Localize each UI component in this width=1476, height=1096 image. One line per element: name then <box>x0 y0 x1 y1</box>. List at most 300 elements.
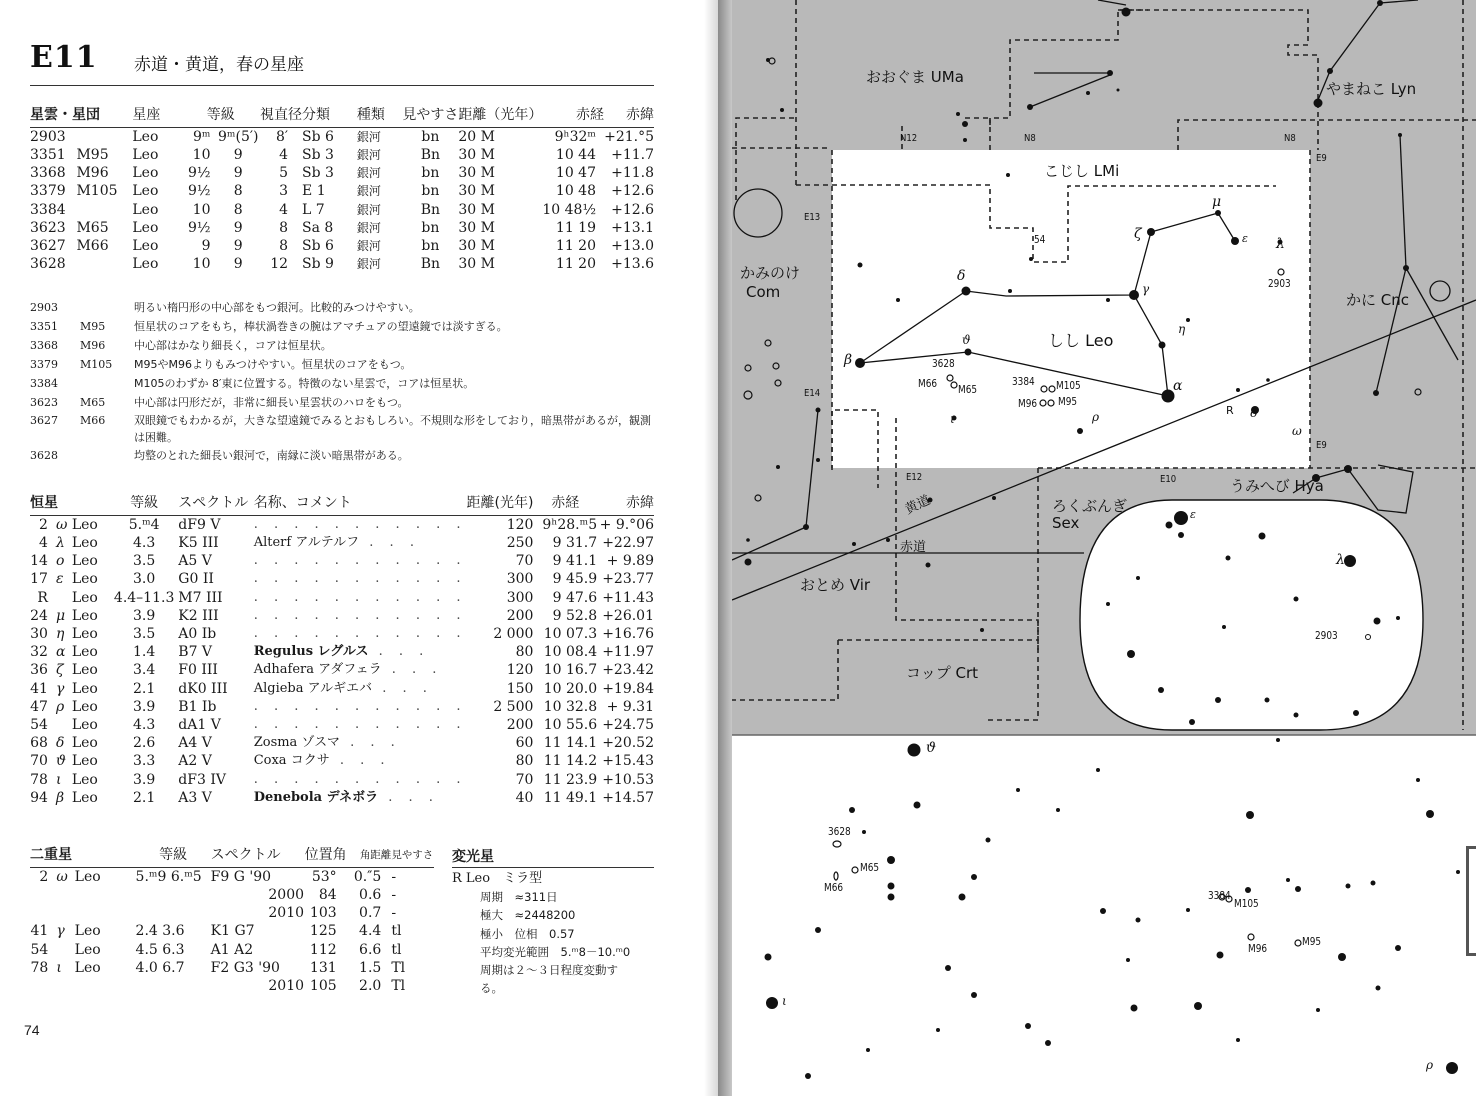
star-label-mu: μ <box>1212 194 1222 210</box>
column-header: スペクトル <box>211 846 304 868</box>
table-cell: 36 <box>30 662 48 679</box>
description-row <box>30 446 654 465</box>
table-cell: 3.5 <box>133 626 156 643</box>
table-row <box>30 219 654 237</box>
table-cell: 53° <box>311 869 337 885</box>
table-cell <box>254 643 467 661</box>
table-cell: 2 <box>39 869 49 885</box>
table-cell: 4.4 <box>359 923 382 940</box>
table-cell: 30 M <box>458 147 495 164</box>
table-cell: 12 <box>270 256 289 273</box>
column-header: 星雲・星団 <box>30 106 132 128</box>
table-cell: 4 <box>279 201 289 218</box>
table-cell: 10 <box>192 147 211 164</box>
table-cell: ω <box>55 517 68 533</box>
table-cell: 11 49.1 <box>543 789 598 806</box>
table-cell: +13.6 <box>611 256 654 273</box>
table-cell: Leo <box>132 129 159 145</box>
chart-ref-e10: E10 <box>1160 474 1177 485</box>
detail-label-3384: 3384 <box>1208 890 1231 902</box>
table-cell: 54 <box>30 941 49 958</box>
table-cell: Leo <box>132 219 159 236</box>
table-cell: +19.84 <box>602 680 654 697</box>
table-cell <box>52 589 72 607</box>
star-proper-name: Algieba アルギエバ <box>253 680 373 696</box>
table-row <box>30 977 434 995</box>
description-text: 明るい楕円形の中心部をもつ銀河。比較的みつけやすい。 <box>134 301 420 314</box>
table-cell: 9 <box>201 238 211 255</box>
detail-label-m95: M95 <box>1302 936 1322 948</box>
table-cell: B7 V <box>178 644 213 661</box>
table-cell: 10 44 <box>555 147 597 164</box>
table-cell <box>254 680 467 698</box>
chart-ref-n8: N8 <box>1024 133 1036 144</box>
table-cell: Leo <box>74 923 101 940</box>
detail-label-iota: ι <box>782 994 787 1008</box>
star-proper-name: Zosma ゾスマ <box>253 735 340 751</box>
table-cell: F0 III <box>178 662 218 679</box>
table-cell: 8 <box>279 219 289 236</box>
table-row <box>30 516 654 535</box>
table-cell: 60 <box>515 735 534 752</box>
table-cell: 3.9 <box>133 771 156 788</box>
description-text: M95やM96よりもみつけやすい。恒星状のコアをもつ。 <box>134 358 412 371</box>
table-cell: 3627 <box>30 238 66 255</box>
constellation-label-sex: Sex <box>1052 514 1080 532</box>
table-cell <box>76 128 132 147</box>
table-cell: 3.4 <box>133 662 156 679</box>
leader-dots: . . . . . . . . . . . <box>253 607 467 623</box>
table-cell <box>254 552 467 570</box>
table-row <box>30 959 434 977</box>
table-row <box>30 698 654 716</box>
table-cell: 9ᵐ(5′) <box>218 129 259 145</box>
table-cell <box>52 977 74 995</box>
table-cell: tl <box>391 923 402 940</box>
table-cell: 8 <box>233 183 243 200</box>
table-cell: 10 32.8 <box>543 698 598 715</box>
table-cell: Leo <box>132 183 159 200</box>
table-cell: 9 47.6 <box>552 589 598 606</box>
description-messier: M105 <box>80 358 113 371</box>
table-cell: 2010 <box>268 905 305 922</box>
description-ngc: 2903 <box>30 301 58 314</box>
table-cell: 24 <box>30 607 48 624</box>
table-cell: 78 <box>30 771 48 788</box>
table-cell: 125 <box>309 923 337 940</box>
description-row <box>30 317 654 336</box>
table-cell: +13.1 <box>611 219 654 236</box>
table-cell: 5.ᵐ9 6.ᵐ5 <box>135 869 202 885</box>
table-cell: 2.1 <box>133 680 156 697</box>
description-ngc: 3368 <box>30 339 58 352</box>
table-cell: 84 <box>318 887 337 904</box>
table-cell: 30 <box>30 626 48 643</box>
table-cell: 10 20.0 <box>543 680 598 697</box>
table-cell: 3628 <box>30 256 66 273</box>
table-cell: Sa 8 <box>302 219 334 236</box>
table-cell: 9 <box>233 219 243 236</box>
nebula-descriptions <box>30 298 654 465</box>
inset-label-2903: 2903 <box>1315 630 1338 642</box>
star-rows <box>30 516 654 807</box>
table-cell: 2.1 <box>133 789 156 806</box>
chart-ref-e9: E9 <box>1316 153 1327 164</box>
table-cell: 10 08.4 <box>543 644 598 661</box>
table-cell: 9 <box>233 256 243 273</box>
chart-ref-n8-right: N8 <box>1284 133 1296 144</box>
leader-dots: . . . <box>381 662 443 678</box>
table-cell: 9 31.7 <box>552 535 598 552</box>
constellation-label-cnc: かに Cnc <box>1346 291 1409 309</box>
object-label-3628: 3628 <box>932 358 955 370</box>
table-cell: 10 07.3 <box>543 626 598 643</box>
table-cell <box>254 607 467 625</box>
leader-dots: . . . . . . . . . . . <box>253 716 467 732</box>
table-cell: K1 G7 <box>210 923 255 940</box>
table-cell: 300 <box>506 571 534 588</box>
table-cell: 9ᵐ <box>192 129 211 145</box>
table-cell: γ <box>56 923 65 940</box>
star-label-alpha: α <box>1173 378 1183 394</box>
table-cell: 1.4 <box>133 644 156 661</box>
table-cell: 2010 <box>268 978 305 995</box>
oval-detail-inset <box>1080 500 1423 730</box>
table-row <box>30 164 654 182</box>
double-star-rows <box>30 868 434 996</box>
column-header: 赤緯 <box>604 106 654 128</box>
table-cell <box>254 752 467 770</box>
constellation-label-crt: コップ Crt <box>906 664 978 682</box>
table-row <box>30 255 654 273</box>
table-cell: +11.7 <box>611 147 654 164</box>
table-cell <box>254 516 467 535</box>
table-cell: - <box>391 905 397 922</box>
description-row <box>30 298 654 317</box>
table-cell: 9½ <box>188 165 211 182</box>
description-messier <box>80 446 134 465</box>
table-cell <box>136 904 211 922</box>
map-white-field <box>832 150 1310 468</box>
star-map-page <box>718 0 1476 1096</box>
description-messier: M65 <box>80 396 106 409</box>
description-messier: M95 <box>80 320 106 333</box>
star-label-omicron: o <box>1250 406 1258 420</box>
table-cell: ϑ <box>55 753 66 770</box>
table-cell: M105 <box>76 183 118 200</box>
table-cell: 9 <box>233 147 243 164</box>
table-cell: Leo <box>71 698 98 715</box>
table-cell: Sb 6 <box>302 238 334 255</box>
table-cell: ι <box>56 959 62 976</box>
table-row <box>30 789 654 807</box>
chart-ref-e13: E13 <box>804 212 821 223</box>
star-label-iota: ι <box>950 412 955 426</box>
star-label-beta: β <box>844 352 853 368</box>
table-cell: +16.76 <box>602 626 654 643</box>
table-cell: + 9.°06 <box>599 517 654 533</box>
constellation-label-lyn: やまねこ Lyn <box>1326 80 1417 98</box>
table-cell: L 7 <box>302 201 325 218</box>
table-cell: 9ʰ28.ᵐ5 <box>542 517 598 533</box>
table-cell: 2.4 3.6 <box>135 923 185 940</box>
table-row <box>30 770 654 788</box>
table-cell: 78 <box>30 959 49 976</box>
table-cell: 10 47 <box>555 165 597 182</box>
table-cell: ι <box>55 771 62 788</box>
column-header: 恒星 <box>30 494 110 516</box>
description-messier: M66 <box>80 414 106 427</box>
inset-label-lambda: λ <box>1336 552 1345 568</box>
table-cell: 3351 <box>30 147 66 164</box>
variable-star-line: 極小 位相 0.57 <box>480 926 575 941</box>
table-cell: 10 16.7 <box>543 662 598 679</box>
table-cell: A4 V <box>178 735 212 752</box>
table-cell: 9 <box>233 165 243 182</box>
table-cell: 8 <box>233 201 243 218</box>
table-cell: K5 III <box>178 535 219 552</box>
description-text: 中心部はかなり細長く，コアは恒星状。 <box>134 339 332 352</box>
table-row <box>30 734 654 752</box>
table-cell: M96 <box>76 165 109 182</box>
table-cell <box>52 941 74 959</box>
table-cell: A2 V <box>178 753 212 770</box>
table-cell: 80 <box>515 753 534 770</box>
description-row <box>30 393 654 412</box>
object-label-m105: M105 <box>1056 380 1081 392</box>
table-cell <box>254 625 467 643</box>
table-cell: 11 20 <box>555 256 597 273</box>
constellation-label-hya: うみへび Hya <box>1230 477 1324 495</box>
star-proper-name: Regulus レグルス <box>253 644 369 660</box>
table-cell: 94 <box>30 789 48 806</box>
table-header <box>30 846 434 868</box>
table-cell: 2903 <box>30 129 66 145</box>
table-cell: A0 Ib <box>178 626 217 643</box>
constellation-label-lmi: こじし LMi <box>1044 162 1120 180</box>
column-header: 名称、コメント <box>254 494 467 516</box>
inset-label-epsilon: ε <box>1190 508 1196 521</box>
table-cell: ζ <box>55 662 64 679</box>
table-cell: 30 M <box>458 256 495 273</box>
table-cell: λ <box>55 535 65 552</box>
table-cell: 9 45.9 <box>552 571 598 588</box>
star-label-omega: ω <box>1292 424 1302 438</box>
detail-label-rho: ρ <box>1426 1058 1434 1072</box>
variable-star-line: 周期は２～３日程度変動す <box>480 963 618 978</box>
table-cell <box>254 716 467 734</box>
left-page <box>0 0 718 1096</box>
table-cell: 1.5 <box>359 959 382 976</box>
star-label-theta: ϑ <box>962 333 971 347</box>
table-cell: dA1 V <box>178 716 221 733</box>
constellation-label-uma: おおぐま UMa <box>866 68 964 86</box>
leader-dots: . . . . . . . . . . . <box>253 571 467 587</box>
table-cell: Leo <box>71 662 98 679</box>
table-cell: 8 <box>279 238 289 255</box>
table-row <box>30 201 654 219</box>
table-cell: +13.0 <box>611 238 654 255</box>
table-cell <box>30 904 52 922</box>
table-cell: 11 23.9 <box>543 771 598 788</box>
table-cell: 250 <box>506 535 534 552</box>
star-label-zeta: ζ <box>1134 226 1142 242</box>
table-row <box>30 868 434 887</box>
nebula-table <box>30 106 654 273</box>
description-messier: M96 <box>80 339 106 352</box>
table-cell: 70 <box>30 753 48 770</box>
table-cell: +12.6 <box>611 183 654 200</box>
page-edge-tab <box>1466 846 1476 956</box>
table-cell: +12.6 <box>611 201 654 218</box>
table-cell: + 9.89 <box>606 553 654 570</box>
table-row <box>30 237 654 255</box>
table-cell: 103 <box>309 905 337 922</box>
chart-id: E11 <box>30 40 98 75</box>
table-row <box>30 182 654 200</box>
star-proper-name: Alterf アルテルフ <box>253 535 360 551</box>
table-cell: M66 <box>76 238 109 255</box>
table-cell: 30 M <box>458 219 495 236</box>
constellation-label-sex-jp: ろくぶんぎ <box>1052 497 1128 515</box>
table-cell: A3 V <box>178 789 212 806</box>
description-ngc: 3627 <box>30 414 58 427</box>
table-cell: dF3 IV <box>178 771 226 788</box>
table-cell: 120 <box>506 517 534 533</box>
variable-star-line: 極大 ≈2448200 <box>480 908 576 923</box>
variable-star-heading: 変光星 <box>452 846 654 868</box>
star-label-lambda: λ <box>1276 236 1285 252</box>
table-cell: 銀河 <box>356 239 381 254</box>
table-cell: Leo <box>74 941 101 958</box>
table-cell: Leo <box>71 735 98 752</box>
table-cell: 105 <box>309 978 337 995</box>
table-cell: 0.″5 <box>353 869 382 885</box>
table-cell: +14.57 <box>602 789 654 806</box>
table-cell: B1 Ib <box>178 698 217 715</box>
table-cell: Leo <box>71 644 98 661</box>
table-cell: 0.6 <box>359 887 382 904</box>
table-cell: Sb 3 <box>302 165 334 182</box>
table-cell: 銀河 <box>356 184 381 199</box>
table-cell: 30 M <box>458 165 495 182</box>
column-header: 等級 <box>181 106 260 128</box>
table-cell: 68 <box>30 735 48 752</box>
table-row <box>30 552 654 570</box>
table-cell: 20 M <box>458 129 495 145</box>
leader-dots: . . . . . . . . . . . <box>253 698 467 714</box>
table-cell: 40 <box>515 789 534 806</box>
column-header: 等級 <box>110 494 178 516</box>
table-cell: tl <box>391 941 402 958</box>
table-cell: 120 <box>506 662 534 679</box>
star-proper-name: Coxa コクサ <box>253 753 330 769</box>
table-cell: o <box>55 553 65 570</box>
table-cell: η <box>55 626 65 643</box>
table-cell: 200 <box>506 716 534 733</box>
table-cell <box>75 977 136 995</box>
table-cell: 4.5 6.3 <box>135 941 185 958</box>
object-label-3384: 3384 <box>1012 376 1035 388</box>
table-cell: 4 <box>39 535 48 552</box>
table-row <box>30 752 654 770</box>
description-ngc: 3384 <box>30 377 58 390</box>
table-cell: Leo <box>74 869 101 885</box>
table-cell: +23.77 <box>602 571 654 588</box>
table-cell: bn <box>421 219 440 236</box>
table-row <box>30 941 434 959</box>
table-cell: μ <box>55 607 66 624</box>
table-cell <box>254 734 467 752</box>
table-cell: 10 48½ <box>542 201 597 218</box>
table-cell: Leo <box>71 753 98 770</box>
table-cell: 131 <box>309 959 337 976</box>
table-cell: dK0 III <box>178 680 228 697</box>
table-cell: E 1 <box>302 183 326 200</box>
table-cell: 70 <box>515 771 534 788</box>
leader-dots: . . . <box>368 644 430 660</box>
table-cell: α <box>55 644 66 661</box>
table-cell: 17 <box>30 571 48 588</box>
table-cell: 4.3 <box>133 716 156 733</box>
table-cell: 300 <box>506 589 534 606</box>
variable-star-line: 周期 ≈311日 <box>480 890 558 905</box>
description-text: 双眼鏡でもわかるが，大きな望遠鏡でみるとおもしろい。不規則な形をしており，暗黒帯があるが，観測は困難。 <box>134 414 651 444</box>
table-cell: 112 <box>309 941 337 958</box>
table-cell <box>254 698 467 716</box>
table-cell <box>136 977 211 995</box>
table-cell: +22.97 <box>602 535 654 552</box>
description-text: 恒星状のコアをもち，棒状渦巻きの腕はアマチュアの望遠鏡では淡すぎる。 <box>134 320 508 333</box>
table-cell: Leo <box>132 238 159 255</box>
leader-dots: . . . . . . . . . . . <box>253 553 467 569</box>
table-cell: Bn <box>420 201 441 218</box>
table-cell: 32 <box>30 644 48 661</box>
table-cell: 2.6 <box>133 735 156 752</box>
detail-label-m96: M96 <box>1248 943 1268 955</box>
table-cell <box>52 716 72 734</box>
table-cell: 3368 <box>30 165 66 182</box>
table-cell: Tl <box>391 959 406 976</box>
table-cell: Leo <box>132 201 159 218</box>
table-cell: +24.75 <box>602 716 654 733</box>
table-row <box>30 680 654 698</box>
description-messier <box>80 298 134 317</box>
leader-dots: . . . <box>372 680 433 696</box>
leader-dots: . . . . . . . . . . . <box>253 517 467 532</box>
table-cell: ε <box>55 571 64 588</box>
table-cell: 3.5 <box>133 553 156 570</box>
table-cell: Leo <box>71 607 98 624</box>
table-cell: +20.52 <box>602 735 654 752</box>
detail-chart-field <box>732 735 1476 1096</box>
table-cell: 5.ᵐ4 <box>128 517 160 533</box>
column-header: 距離（光年） <box>458 106 542 128</box>
table-cell: +11.8 <box>611 165 654 182</box>
leader-dots: . . . . . . . . . . . <box>253 771 467 787</box>
column-header: 赤経 <box>542 106 604 128</box>
table-cell: Leo <box>74 959 101 976</box>
variable-star-lines <box>452 870 654 997</box>
leader-dots: . . . <box>378 789 439 805</box>
table-cell: +23.42 <box>602 662 654 679</box>
table-cell: 9½ <box>188 183 211 200</box>
constellation-label-com-jp: かみのけ <box>740 264 801 282</box>
table-cell: 41 <box>30 680 48 697</box>
table-cell: ρ <box>55 698 65 715</box>
variable-star-line: 平均変光範囲 5.ᵐ8－10.ᵐ0 <box>480 944 631 959</box>
table-cell: 2 500 <box>493 698 534 715</box>
